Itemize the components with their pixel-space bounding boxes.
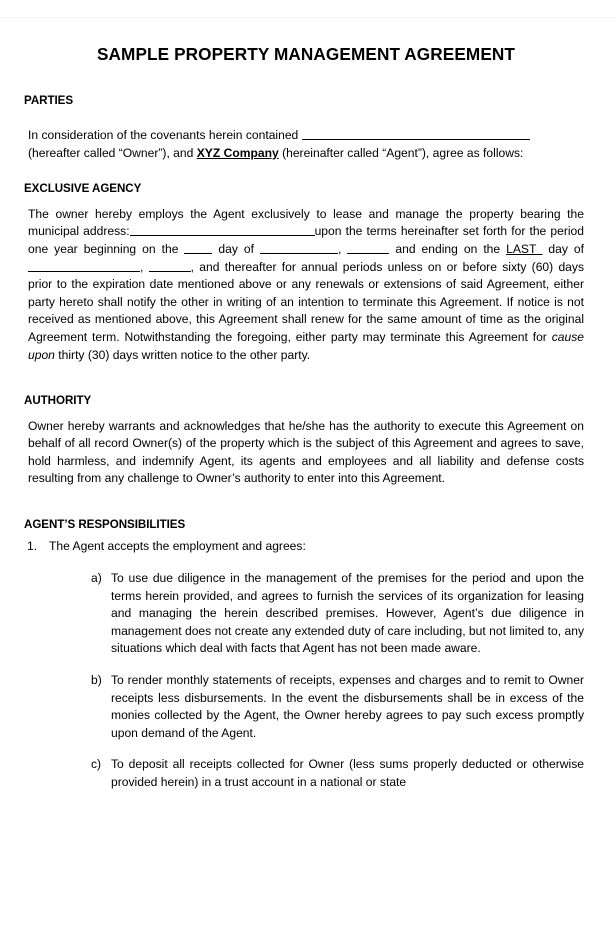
list-marker-c: c)	[91, 757, 102, 772]
exclusive-agency-paragraph	[24, 206, 586, 364]
ea-text-5: and ending on the	[389, 241, 507, 256]
heading-parties: PARTIES	[24, 93, 74, 107]
spacer	[24, 658, 586, 672]
ea-day-blank[interactable]	[184, 241, 212, 254]
spacer	[24, 162, 586, 182]
heading-agents-responsibilities: AGENT’S RESPONSIBILITIES	[24, 518, 186, 531]
spacer	[24, 556, 586, 570]
list-item-a-text: To use due diligence in the management of the premises for the period and upon the terms herein provided, and agrees to furnish the services of its organization for leasing and managing the herein described premises. However, Agent’s due diligence in management does not create any extended duty of care including, but not limited to, any situations which deal with facts that Agent has not been made aware.	[111, 571, 584, 656]
list-marker-1: 1.	[27, 539, 38, 554]
parties-line1-text: In consideration of the covenants herein contained	[28, 128, 302, 143]
parties-line2-pre: (hereafter called “Owner”), and	[28, 145, 197, 160]
parties-blank-line[interactable]	[302, 127, 530, 140]
heading-exclusive-agency: EXCLUSIVE AGENCY	[24, 182, 142, 196]
ea-end-month-blank[interactable]	[28, 259, 140, 272]
list-marker-b: b)	[91, 673, 102, 688]
list-item-1-text: The Agent accepts the employment and agrees:	[49, 539, 306, 554]
ea-text-7: ,	[140, 259, 149, 274]
heading-authority: AUTHORITY	[24, 394, 92, 408]
list-item-1	[27, 538, 586, 556]
list-item-c-text: To deposit all receipts collected for Owner (less sums properly deducted or otherwise provided herein) in a trust account in a national or state	[111, 757, 584, 790]
list-marker-a: a)	[91, 571, 102, 586]
parties-line2-post: (hereinafter called “Agent”), agree as follows:	[278, 145, 524, 160]
list-item-b-text: To render monthly statements of receipts, expenses and charges and to remit to Owner receipts less disbursements. In the event the disbursements shall be in excess of the monies collected by the Agent, the Owner hereby agrees to pay such excess promptly upon demand of the Agent.	[111, 673, 584, 740]
ea-text-4: ,	[338, 241, 348, 256]
spacer	[24, 488, 586, 518]
spacer	[24, 65, 586, 94]
spacer	[24, 409, 586, 418]
ea-address-blank[interactable]	[130, 223, 315, 236]
spacer	[24, 364, 586, 394]
spacer	[24, 197, 586, 206]
ea-text-6: day of	[542, 241, 584, 256]
document-title	[24, 44, 586, 65]
list-item-c	[91, 756, 586, 791]
parties-paragraph	[24, 127, 586, 162]
authority-paragraph: Owner hereby warrants and acknowledges that he/she has the authority to execute this Agreement on behalf of all record Owner(s) of the property which is the subject of this Agreement and agrees to save, hold harmless, and indemnify Agent, its agents and employees and all liability and defense costs resulting from any challenge to Owner’s authority to enter into this Agreement.	[28, 418, 584, 486]
ea-end-year-blank[interactable]	[149, 259, 191, 272]
ea-text-2: upon the terms hereinafter set forth for the period one year beginning on the	[28, 224, 584, 256]
list-item-a	[91, 570, 586, 658]
spacer	[24, 108, 586, 127]
ea-italic-phrase: cause upon	[28, 329, 584, 362]
ea-text-1: The owner hereby employs the Agent exclusively to lease and manage the property bearing the municipal address:	[28, 206, 584, 239]
agent-name: XYZ Company	[196, 145, 279, 160]
ea-text-8: , and thereafter for annual periods unless on or before sixty (60) days prior to the expiration date mentioned above or any renewals or extensions of said Agreement, either party hereto shall notify the other in writing of an intention to terminate this Agreement. If notice is not received as mentioned above, this Agreement shall renew for the same amount of time as the original Agreement term. Notwithstanding the foregoing, either party may terminate this Agreement for	[28, 259, 584, 344]
ea-last-word: LAST	[506, 241, 537, 256]
ea-text-9: thirty (30) days written notice to the other party.	[54, 347, 311, 362]
list-item-b	[91, 672, 586, 742]
ea-text-3: day of	[212, 241, 261, 256]
ea-month-blank[interactable]	[260, 241, 338, 254]
ea-year-blank[interactable]	[347, 241, 389, 254]
document-title-text: SAMPLE PROPERTY MANAGEMENT AGREEMENT	[96, 44, 516, 64]
spacer	[24, 742, 586, 756]
